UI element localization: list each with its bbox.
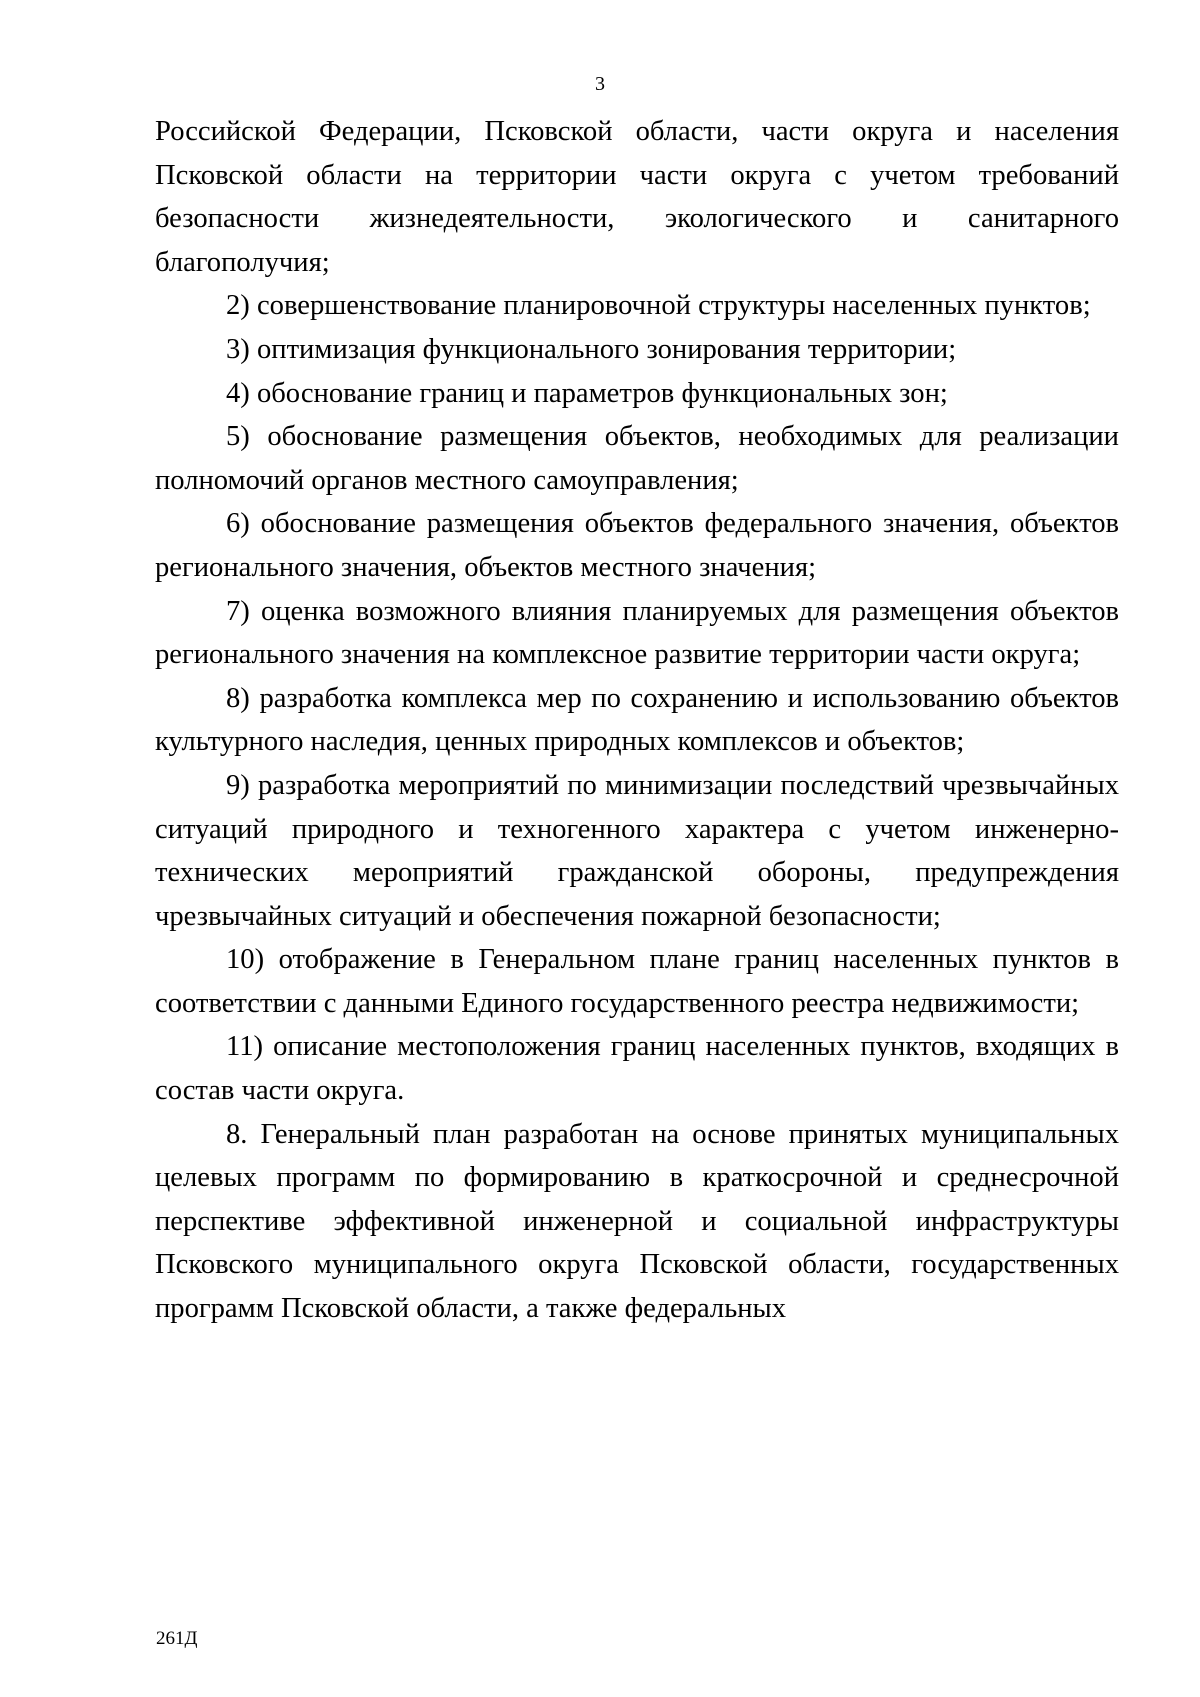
- list-item-6: 6) обоснование размещения объектов федерального значения, объектов регионального значения, объектов местного значения;: [155, 508, 1119, 583]
- list-item-8: 8) разработка комплекса мер по сохранению и использованию объектов культурного наследия, ценных природных комплексов и объектов;: [155, 682, 1119, 758]
- list-item-9: 9) разработка мероприятий по минимизации последствий чрезвычайных ситуаций природного и техногенного характера с учетом инженерно-технических мероприятий гражданской обороны, предупреждения чрезвычайных ситуаций и обеспечения пожарной безопасности;: [155, 769, 1119, 932]
- list-item-2: 2) совершенствование планировочной структуры населенных пунктов;: [226, 290, 1091, 322]
- document-body: [155, 110, 1119, 1331]
- list-item-7: 7) оценка возможного влияния планируемых для размещения объектов регионального значения на комплексное развитие территории части округа;: [155, 595, 1119, 671]
- section-8-paragraph: 8. Генеральный план разработан на основе принятых муниципальных целевых программ по формированию в краткосрочной и среднесрочной перспективе эффективной инженерной и социальной инфраструктуры Псковского муниципального округа Псковской области, государственных программ Псковской области, а также федеральных: [155, 1118, 1119, 1325]
- page-number: 3: [595, 73, 605, 95]
- list-item-3: 3) оптимизация функционального зонирования территории;: [226, 333, 957, 365]
- footer-document-code: 261Д: [156, 1628, 198, 1649]
- paragraph-continuation: Российской Федерации, Псковской области, части округа и населения Псковской области на территории части округа с учетом требований безопасности жизнедеятельности, экологического и санитарного благополучия;: [155, 116, 1119, 278]
- list-item-4: 4) обоснование границ и параметров функциональных зон;: [226, 377, 948, 409]
- list-item-11: 11) описание местоположения границ населенных пунктов, входящих в состав части округа.: [155, 1031, 1119, 1107]
- list-item-5: 5) обоснование размещения объектов, необходимых для реализации полномочий органов местного самоуправления;: [155, 421, 1119, 496]
- list-item-10: 10) отображение в Генеральном плане границ населенных пунктов в соответствии с данными Единого государственного реестра недвижимости;: [155, 944, 1119, 1019]
